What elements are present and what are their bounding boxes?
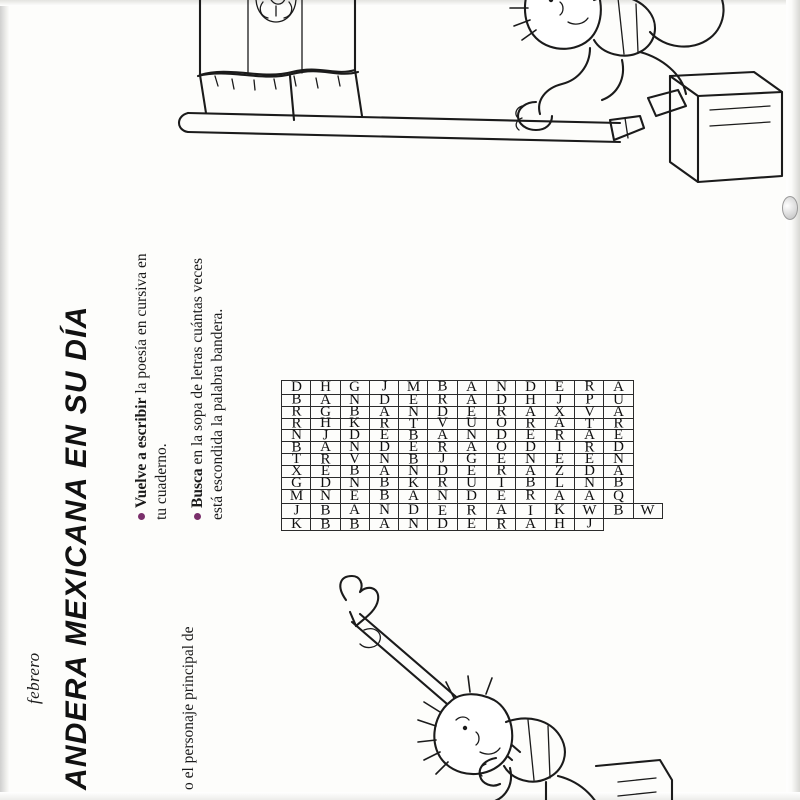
wordsearch-letter: E [496, 487, 506, 504]
wordsearch-letter: R [437, 391, 448, 408]
wordsearch-cell[interactable] [369, 391, 398, 408]
wordsearch-cell[interactable] [282, 380, 311, 394]
wordsearch-cell[interactable] [428, 503, 457, 518]
wordsearch-letter: J [586, 516, 593, 533]
wordsearch-cell[interactable] [487, 391, 516, 408]
wordsearch-letter: E [525, 427, 536, 444]
wordsearch-letter: O [495, 415, 507, 432]
wordsearch-letter: D [349, 427, 361, 444]
wordsearch-letter: I [528, 502, 534, 519]
wordsearch-letter: R [584, 378, 595, 395]
wordsearch-letter: B [349, 462, 360, 479]
illustration-boy-with-lance-bottom [300, 570, 720, 800]
wordsearch-letter: N [407, 462, 419, 479]
wordsearch-letter: B [408, 451, 419, 468]
wordsearch-letter: E [408, 391, 418, 408]
illustration-boy-with-flag-top [170, 0, 800, 210]
wordsearch-cell[interactable] [633, 465, 662, 477]
wordsearch-letter: G [466, 451, 478, 468]
wordsearch-letter: E [496, 451, 506, 468]
wordsearch-cell[interactable] [282, 391, 311, 408]
wordsearch-letter: R [496, 462, 507, 479]
wordsearch-letter: A [612, 462, 624, 479]
wordsearch-letter: P [584, 391, 594, 408]
wordsearch-cell[interactable] [604, 519, 633, 531]
wordsearch-letter: D [378, 391, 390, 408]
wordsearch-letter: A [466, 391, 478, 408]
wordsearch-cell[interactable] [633, 442, 662, 454]
wordsearch-letter: D [437, 516, 449, 533]
bullet-dot-icon-2 [194, 513, 201, 520]
wordsearch-letter: N [290, 427, 302, 444]
wordsearch-letter: D [495, 391, 507, 408]
wordsearch-letter: R [320, 451, 331, 468]
wordsearch-cell[interactable] [516, 380, 545, 394]
wordsearch-letter: N [407, 516, 419, 533]
wordsearch-letter: K [349, 415, 361, 432]
wordsearch-cell[interactable] [487, 380, 516, 394]
wordsearch-letter: R [437, 439, 448, 456]
wordsearch-cell[interactable] [633, 477, 662, 489]
wordsearch-letter: N [349, 439, 361, 456]
wordsearch-letter: G [320, 403, 331, 420]
page-edge-left [0, 0, 10, 800]
wordsearch-letter: I [498, 474, 504, 491]
wordsearch-letter: O [495, 439, 507, 456]
wordsearch-letter: G [349, 378, 361, 395]
wordsearch-row [282, 380, 311, 530]
wordsearch-letter: A [378, 516, 390, 533]
wordsearch-letter: R [466, 502, 477, 519]
wordsearch-letter: N [378, 502, 390, 519]
wordsearch-letter: X [290, 462, 302, 479]
wordsearch-cell[interactable] [369, 503, 398, 518]
wordsearch-cell[interactable] [633, 380, 662, 394]
wordsearch-letter: E [467, 403, 477, 420]
wordsearch-letter: V [437, 415, 449, 432]
wordsearch-letter: E [613, 427, 623, 444]
instruction-1-bold: Vuelve a escribir [133, 397, 150, 508]
wordsearch-letter: D [320, 474, 331, 491]
wordsearch-cell[interactable] [340, 503, 369, 518]
wordsearch-letter: R [496, 516, 507, 533]
wordsearch-cell[interactable] [282, 516, 311, 533]
wordsearch-letter: B [349, 403, 360, 420]
wordsearch-letter: N [407, 403, 419, 420]
wordsearch-letter: X [554, 403, 566, 420]
wordsearch-cell[interactable] [604, 391, 633, 408]
wordsearch-letter: B [525, 474, 536, 491]
month-label: febrero [24, 652, 43, 704]
wordsearch-cell[interactable] [311, 503, 340, 518]
wordsearch-letter: E [438, 502, 448, 519]
wordsearch-row [369, 380, 398, 530]
wordsearch-letter: A [495, 502, 507, 519]
wordsearch-letter: A [437, 427, 449, 444]
wordsearch-cell[interactable] [369, 380, 398, 394]
wordsearch-letter: Q [612, 487, 624, 504]
wordsearch-cell[interactable] [311, 516, 340, 533]
wordsearch-letter: D [290, 378, 302, 395]
bullet-dot-icon [138, 513, 145, 520]
wordsearch-letter: G [290, 474, 302, 491]
wordsearch-letter: U [612, 391, 624, 408]
wordsearch-letter: E [584, 451, 594, 468]
wordsearch-letter: D [437, 403, 449, 420]
wordsearch-letter: A [525, 462, 536, 479]
wordsearch-letter: B [379, 474, 390, 491]
wordsearch-letter: A [378, 403, 390, 420]
wordsearch-letter: R [437, 474, 448, 491]
wordsearch-letter: R [525, 415, 536, 432]
wordsearch-cell[interactable] [574, 516, 603, 533]
wordsearch-cell[interactable] [457, 391, 486, 408]
wordsearch-cell[interactable] [516, 503, 545, 518]
wordsearch-cell[interactable] [574, 503, 603, 518]
wordsearch-cell[interactable] [574, 391, 603, 408]
wordsearch-letter: E [555, 378, 565, 395]
wordsearch-letter: T [408, 415, 418, 432]
wordsearch-cell[interactable] [428, 516, 457, 533]
wordsearch-cell[interactable] [428, 380, 457, 394]
wordsearch-letter: A [583, 427, 595, 444]
wordsearch-letter: B [349, 516, 360, 533]
wordsearch-letter: B [291, 391, 302, 408]
wordsearch-letter: R [584, 439, 595, 456]
wordsearch-cell[interactable] [604, 380, 633, 394]
wordsearch-letter: N [320, 487, 331, 504]
wordsearch-letter: D [583, 462, 595, 479]
wordsearch-letter: D [407, 502, 419, 519]
wordsearch-letter: I [557, 439, 563, 456]
wordsearch-letter: A [466, 439, 478, 456]
wordsearch-letter: A [583, 487, 595, 504]
wordsearch-row [311, 380, 340, 530]
wordsearch-letter: B [320, 516, 331, 533]
wordsearch-cell[interactable] [516, 391, 545, 408]
wordsearch-cell[interactable] [399, 503, 428, 518]
instruction-2-bold: Busca [189, 468, 206, 508]
wordsearch-cell[interactable] [633, 430, 662, 442]
wordsearch-letter: E [467, 516, 477, 533]
wordsearch-cell[interactable] [399, 391, 428, 408]
wordsearch-letter: N [437, 487, 449, 504]
instruction-2-rest: en la sopa de letras cuántas veces está escondida la palabra bandera. [189, 257, 226, 520]
wordsearch-letter: K [407, 474, 419, 491]
wordsearch-cell[interactable] [369, 516, 398, 533]
wordsearch-cell[interactable] [633, 418, 662, 430]
wordsearch-row [604, 380, 633, 530]
wordsearch-letter: B [437, 378, 448, 395]
wordsearch-row [516, 380, 545, 530]
wordsearch-letter: E [555, 451, 565, 468]
wordsearch-letter: B [613, 474, 624, 491]
wordsearch-letter: J [556, 391, 563, 408]
wordsearch-letter: M [289, 487, 303, 504]
wordsearch-cell[interactable] [340, 380, 369, 394]
wordsearch-letter: B [379, 487, 390, 504]
wordsearch-letter: H [525, 391, 536, 408]
wordsearch-cell[interactable] [633, 489, 662, 503]
wordsearch-letter: R [291, 415, 302, 432]
wordsearch-letter: N [349, 474, 361, 491]
wordsearch-letter: T [584, 415, 594, 432]
wordsearch-cell[interactable] [311, 380, 340, 394]
instruction-1-rest: la poesía en cursiva en tu cuaderno. [133, 253, 170, 520]
wordsearch-row [340, 380, 369, 530]
wordsearch-row [574, 380, 603, 530]
wordsearch-letter: W [640, 502, 655, 519]
wordsearch-letter: E [379, 427, 389, 444]
wordsearch-letter: A [466, 378, 478, 395]
wordsearch-cell[interactable] [311, 391, 340, 408]
wordsearch-cell[interactable] [399, 380, 428, 394]
wordsearch-cell[interactable] [633, 454, 662, 466]
wordsearch-cell[interactable] [282, 503, 311, 518]
wordsearch-cell[interactable] [545, 503, 574, 518]
wordsearch-letter: K [290, 516, 302, 533]
wordsearch-cell[interactable] [457, 380, 486, 394]
wordsearch-letter: R [496, 403, 507, 420]
wordsearch-cell[interactable] [545, 391, 574, 408]
wordsearch-letter: V [583, 403, 595, 420]
wordsearch-letter: N [495, 378, 507, 395]
wordsearch-letter: E [320, 462, 331, 479]
wordsearch-letter: N [612, 451, 624, 468]
wordsearch-letter: J [439, 451, 446, 468]
wordsearch-letter: D [495, 427, 507, 444]
wordsearch-letter: N [525, 451, 536, 468]
page-title: ANDERA MEXICANA EN SU DÍA [60, 305, 93, 790]
wordsearch-cell[interactable] [487, 516, 516, 533]
wordsearch-cell[interactable] [340, 391, 369, 408]
wordsearch-row [428, 380, 457, 530]
wordsearch-cell[interactable] [457, 503, 486, 518]
instruction-bullet-2 [188, 240, 228, 520]
wordsearch-letter: N [378, 451, 390, 468]
wordsearch-letter: U [466, 474, 478, 491]
wordsearch-letter: N [349, 391, 361, 408]
wordsearch-letter: K [554, 502, 566, 519]
wordsearch-letter: L [555, 474, 565, 491]
wordsearch-letter: N [583, 474, 595, 491]
wordsearch-letter: R [291, 403, 302, 420]
wordsearch-cell[interactable] [545, 380, 574, 394]
wordsearch-cell[interactable] [604, 503, 633, 518]
wordsearch-letter: E [467, 462, 477, 479]
wordsearch-letter: A [320, 391, 331, 408]
wordsearch-letter: B [408, 427, 419, 444]
wordsearch-row [545, 380, 574, 530]
wordsearch-letter: W [582, 502, 597, 519]
wordsearch-letter: E [408, 439, 418, 456]
wordsearch-cell[interactable] [545, 516, 574, 533]
instruction-bullet-1 [132, 240, 172, 520]
wordsearch-row [399, 380, 428, 530]
wordsearch-letter: A [378, 462, 390, 479]
wordsearch-letter: M [406, 378, 420, 395]
wordsearch-row [487, 380, 516, 530]
wordsearch-letter: E [350, 487, 360, 504]
wordsearch-letter: H [554, 516, 566, 533]
wordsearch-letter: H [320, 378, 331, 395]
wordsearch-letter: B [320, 502, 331, 519]
wordsearch-row [633, 380, 662, 530]
wordsearch-letter: R [554, 427, 565, 444]
wordsearch-cell[interactable] [487, 503, 516, 518]
wordsearch-cell[interactable] [633, 406, 662, 418]
wordsearch-row [457, 380, 486, 530]
wordsearch-cell[interactable] [633, 394, 662, 406]
wordsearch-letter: A [554, 415, 566, 432]
wordsearch-letter: D [612, 439, 624, 456]
wordsearch-letter: B [613, 502, 624, 519]
wordsearch-letter: J [322, 427, 329, 444]
wordsearch-letter: J [293, 502, 300, 519]
wordsearch-letter: R [525, 487, 536, 504]
wordsearch-cell[interactable] [399, 516, 428, 533]
wordsearch-letter: D [525, 439, 536, 456]
wordsearch-letter: A [612, 403, 624, 420]
wordsearch-letter: R [379, 415, 390, 432]
wordsearch-letter: N [466, 427, 478, 444]
wordsearch-letter: D [525, 378, 536, 395]
wordsearch-letter: A [554, 487, 566, 504]
wordsearch-letter: A [525, 516, 536, 533]
wordsearch-grid[interactable] [281, 380, 663, 531]
wordsearch-letter: D [378, 439, 390, 456]
wordsearch-letter: T [291, 451, 301, 468]
wordsearch-letter: R [613, 415, 624, 432]
wordsearch-cell[interactable] [340, 516, 369, 533]
wordsearch-cell[interactable] [633, 519, 662, 531]
wordsearch-letter: D [437, 462, 449, 479]
wordsearch-letter: B [291, 439, 302, 456]
wordsearch-letter: A [525, 403, 536, 420]
wordsearch-letter: A [349, 502, 361, 519]
wordsearch-cell[interactable] [633, 503, 662, 518]
wordsearch-cell[interactable] [516, 516, 545, 533]
wordsearch-cell[interactable] [574, 380, 603, 394]
wordsearch-letter: Z [555, 462, 565, 479]
wordsearch-letter: A [320, 439, 331, 456]
wordsearch-cell[interactable] [428, 391, 457, 408]
wordsearch-letter: H [320, 415, 331, 432]
wordsearch-letter: D [466, 487, 478, 504]
wordsearch-letter: A [612, 378, 624, 395]
wordsearch-letter: J [381, 378, 387, 395]
instruction-line-partial: o el personaje principal de [180, 626, 197, 790]
wordsearch-letter: U [466, 415, 478, 432]
wordsearch-cell[interactable] [457, 516, 486, 533]
wordsearch-letter: V [349, 451, 361, 468]
wordsearch-letter: A [407, 487, 419, 504]
